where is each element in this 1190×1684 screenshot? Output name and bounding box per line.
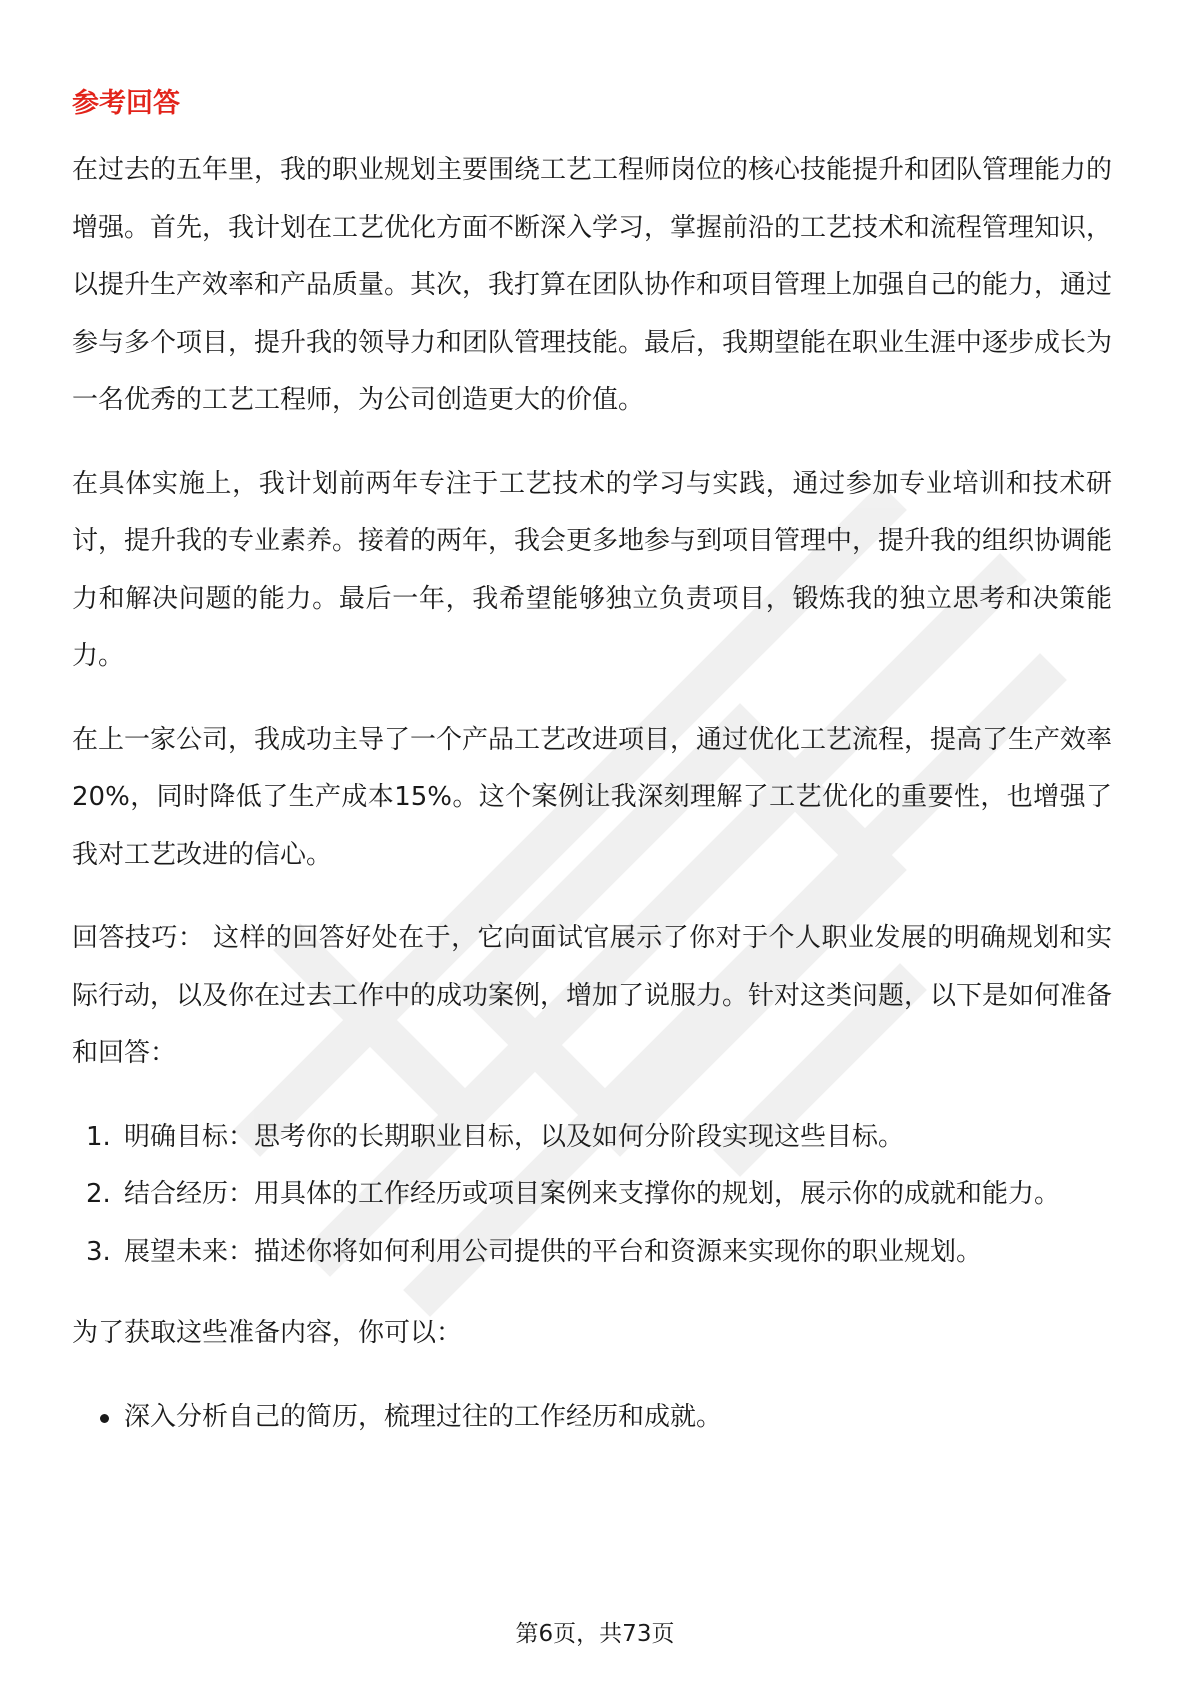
list-item	[72, 1166, 1112, 1224]
list-item	[72, 1389, 1112, 1447]
answer-tips-paragraph: 回答技巧： 这样的回答好处在于，它向面试官展示了你对于个人职业发展的明确规划和实际行动，以及你在过去工作中的成功案例，增加了说服力。针对这类问题，以下是如何准备和回答：	[72, 923, 1113, 1068]
prep-bullet-list	[72, 1389, 1112, 1447]
list-item-text: 结合经历：用具体的工作经历或项目案例来支撑你的规划，展示你的成就和能力。	[124, 1179, 1061, 1209]
list-item-text: 明确目标：思考你的长期职业目标，以及如何分阶段实现这些目标。	[124, 1121, 905, 1152]
tips-list	[72, 1109, 1112, 1282]
list-number: 3.	[86, 1236, 111, 1267]
paragraph: 在具体实施上，我计划前两年专注于工艺技术的学习与实践，通过参加专业培训和技术研讨，提升我的专业素养。接着的两年，我会更多地参与到项目管理中，提升我的组织协调能力和解决问题的能力。最后一年，我希望能够独立负责项目，锻炼我的独立思考和决策能力。	[72, 468, 1113, 671]
bullet-icon	[100, 1414, 109, 1423]
list-number: 2.	[86, 1179, 111, 1209]
list-item-text: 展望未来：描述你将如何利用公司提供的平台和资源来实现你的职业规划。	[124, 1236, 983, 1267]
page-number: 第6页，共73页	[515, 1621, 675, 1647]
list-item	[72, 1109, 1112, 1167]
list-item	[72, 1224, 1112, 1282]
list-item-text: 深入分析自己的简历，梳理过往的工作经历和成就。	[124, 1401, 723, 1432]
paragraph: 在过去的五年里，我的职业规划主要围绕工艺工程师岗位的核心技能提升和团队管理能力的增强。首先，我计划在工艺优化方面不断深入学习，掌握前沿的工艺技术和流程管理知识，以提升生产效率和产品质量。其次，我打算在团队协作和项目管理上加强自己的能力，通过参与多个项目，提升我的领导力和团队管理技能。最后，我期望能在职业生涯中逐步成长为一名优秀的工艺工程师，为公司创造更大的价值。	[72, 155, 1113, 415]
list-number: 1.	[86, 1121, 111, 1152]
section-heading: 参考回答	[72, 88, 180, 119]
document-page	[72, 84, 1112, 1446]
paragraph: 在上一家公司，我成功主导了一个产品工艺改进项目，通过优化工艺流程，提高了生产效率20%，同时降低了生产成本15%。这个案例让我深刻理解了工艺优化的重要性，也增强了我对工艺改进的信心。	[72, 724, 1113, 870]
prep-intro: 为了获取这些准备内容，你可以：	[72, 1318, 463, 1348]
